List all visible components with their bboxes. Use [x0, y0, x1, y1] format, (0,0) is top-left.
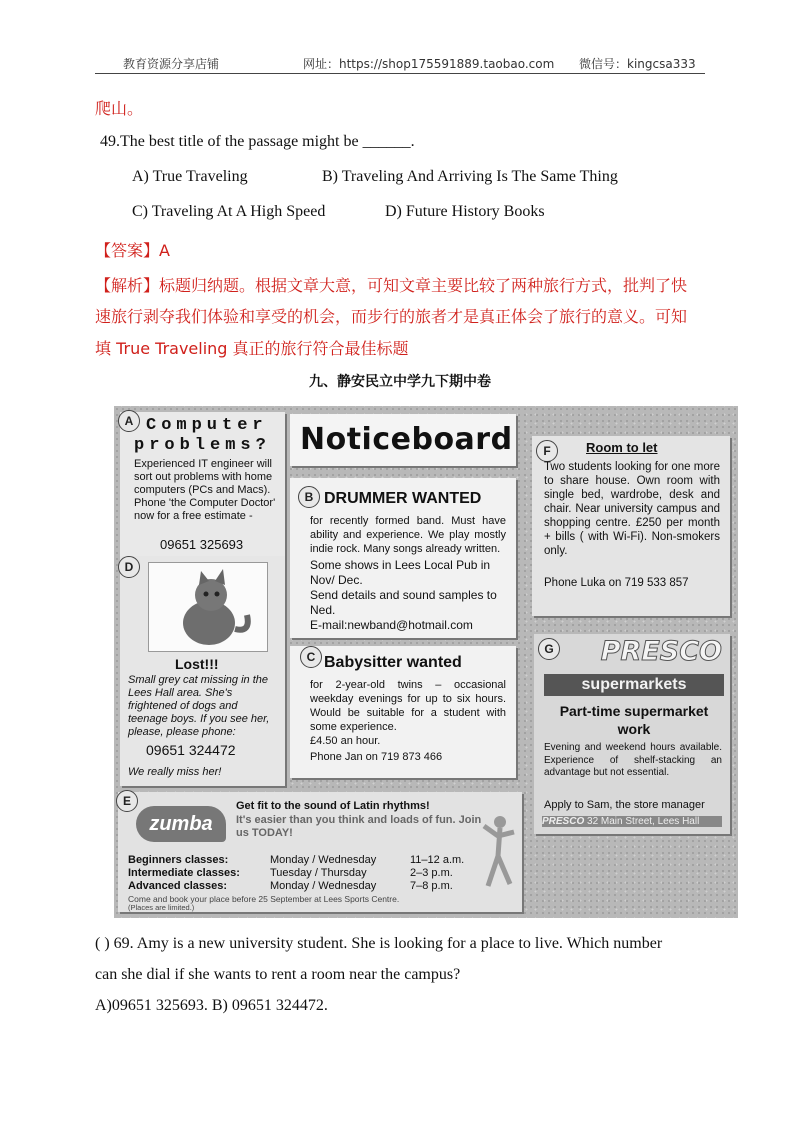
notice-e-note: (Places are limited.)	[128, 903, 195, 912]
class-row-days: Tuesday / Thursday	[270, 867, 367, 879]
notice-g-brand: PRESCO	[600, 636, 722, 667]
cat-icon	[149, 563, 267, 651]
header-website[interactable]: 网址：https://shop175591889.taobao.com	[303, 57, 555, 71]
notice-b-letter: B	[298, 486, 320, 508]
q49-option-a: A) True Traveling	[132, 168, 248, 185]
class-row-name: Intermediate classes:	[128, 867, 240, 879]
notice-e-letter: E	[116, 790, 138, 812]
class-row-time: 7–8 p.m.	[410, 880, 453, 892]
notice-b-heading: DRUMMER WANTED	[324, 490, 482, 507]
q49-analysis-2: 速旅行剥夺我们体验和享受的机会，而步行的旅者才是真正体会了旅行的意义。可知	[95, 307, 688, 326]
notice-a-phone: 09651 325693	[160, 537, 244, 552]
header-shop: 教育资源分享店铺	[123, 57, 220, 71]
notice-d-sign: We really miss her!	[128, 766, 222, 778]
noticeboard-image	[114, 406, 738, 918]
notice-g-letter: G	[538, 638, 560, 660]
notice-b-email: E-mail:newband@hotmail.com	[310, 618, 473, 632]
notice-f-body: Two students looking for one more to share house. Own room with single bed, wardrobe, desk and chair. Near university campus and shopping centre. £250 per month + bills ( with Wi-Fi). Non-smokers only.	[544, 461, 720, 557]
q49-option-c: C) Traveling At A High Speed	[132, 203, 326, 220]
class-row-name: Advanced classes:	[128, 880, 228, 892]
notice-c-letter: C	[300, 646, 322, 668]
q49-option-b: B) Traveling And Arriving Is The Same Thing	[322, 168, 618, 185]
notice-e-line2: It's easier than you think and loads of fun. Join us TODAY!	[236, 814, 482, 839]
q49-analysis-1: 【解析】标题归纳题。根据文章大意，可知文章主要比较了两种旅行方式，批判了快	[95, 276, 688, 295]
class-row-time: 2–3 p.m.	[410, 867, 453, 879]
notice-a-heading2: problems?	[134, 436, 271, 455]
notice-c-pay: £4.50 an hour.	[310, 735, 381, 747]
q49-question: 49.The best title of the passage might be ______.	[100, 133, 415, 150]
notice-f-heading: Room to let	[586, 440, 658, 455]
notice-a-heading1: Computer	[146, 416, 268, 435]
notice-b	[290, 478, 516, 638]
notice-f	[532, 436, 730, 616]
class-row-days: Monday / Wednesday	[270, 880, 377, 892]
q49-option-d: D) Future History Books	[385, 203, 545, 220]
notice-g-address-brand: PRESCO	[542, 816, 585, 827]
notice-g-heading: Part-time supermarket work	[559, 703, 709, 737]
notice-e	[118, 792, 522, 912]
notice-c	[290, 646, 516, 778]
notice-g-apply: Apply to Sam, the store manager	[544, 799, 705, 811]
notice-b-shows: Some shows in Lees Local Pub in Nov/ Dec.	[310, 558, 491, 587]
q49-answer: 【答案】A	[95, 241, 170, 260]
notice-g-address: 32 Main Street, Lees Hall	[587, 816, 700, 827]
notice-e-footer: Come and book your place before 25 September at Lees Sports Centre.	[128, 894, 400, 904]
notice-d-phone: 09651 324472	[146, 742, 236, 758]
notice-a	[120, 412, 285, 557]
notice-g-address-bar	[542, 816, 722, 827]
notice-c-heading: Babysitter wanted	[324, 654, 462, 671]
notice-g-body: Evening and weekend hours available. Experience of shelf-stacking an advantage but not essential.	[544, 742, 722, 778]
notice-g-brand2: supermarkets	[544, 674, 724, 696]
cat-photo	[148, 562, 268, 652]
notice-d-letter: D	[118, 556, 140, 578]
dancer-icon	[478, 812, 518, 892]
notice-a-letter: A	[118, 410, 140, 432]
q49-analysis-3: 填 True Traveling 真正的旅行符合最佳标题	[95, 339, 409, 358]
section-title: 九、静安民立中学九下期中卷	[309, 374, 491, 390]
class-row-time: 11–12 a.m.	[410, 854, 465, 866]
notice-c-body: for 2-year-old twins – occasional weekday evenings for up to six hours. Would be suitable for a student with some experience.	[310, 679, 506, 733]
noticeboard-title-card	[290, 414, 516, 466]
q69-line1: ( ) 69. Amy is a new university student. She is looking for a place to live. Which number	[95, 935, 663, 952]
q69-options: A)09651 325693. B) 09651 324472.	[95, 997, 328, 1014]
notice-c-phone: Phone Jan on 719 873 466	[310, 751, 443, 763]
class-row-days: Monday / Wednesday	[270, 854, 377, 866]
top-fragment: 爬山。	[95, 99, 144, 118]
notice-g	[534, 634, 730, 834]
class-row-name: Beginners classes:	[128, 854, 229, 866]
q69-line2: can she dial if she wants to rent a room near the campus?	[95, 966, 461, 983]
notice-d-heading: Lost!!!	[175, 656, 219, 672]
notice-f-phone: Phone Luka on 719 533 857	[544, 577, 689, 589]
notice-d	[120, 556, 285, 786]
notice-f-letter: F	[536, 440, 558, 462]
noticeboard-title: Noticeboard	[300, 422, 513, 457]
notice-b-body: for recently formed band. Must have ability and experience. We play mostly indie rock. Many songs already written.	[310, 515, 506, 555]
header-wechat: 微信号：kingcsa333	[579, 57, 696, 71]
notice-b-details: Send details and sound samples to Ned.	[310, 588, 497, 617]
zumba-logo: zumba	[136, 806, 226, 842]
notice-d-body: Small grey cat missing in the Lees Hall area. She's frightened of dogs and teenage boys. If you see her, please, please phone:	[128, 674, 270, 738]
notice-e-line1: Get fit to the sound of Latin rhythms!	[236, 800, 430, 812]
notice-a-body: Experienced IT engineer will sort out problems with home computers (PCs and Macs). Phone 'the Computer Doctor' now for a free estimate -	[134, 458, 276, 522]
page-header	[95, 55, 705, 74]
